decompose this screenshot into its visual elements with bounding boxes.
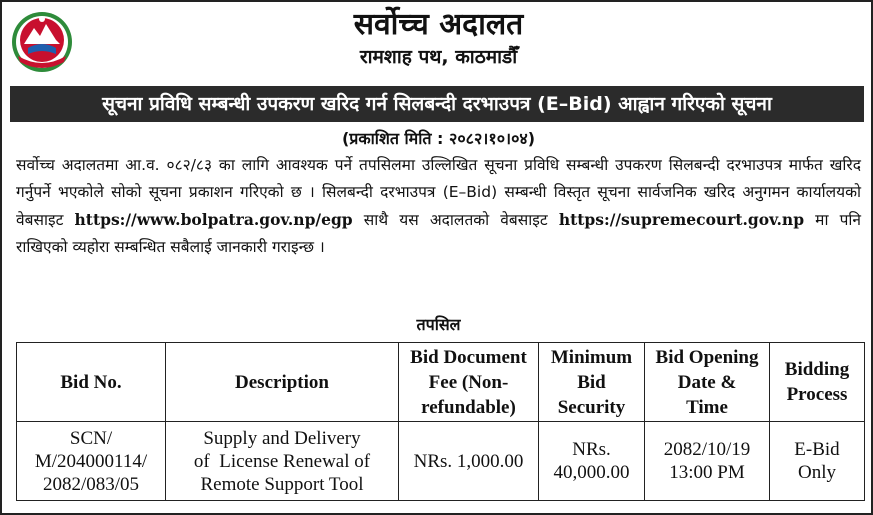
cell-document-fee: NRs. 1,000.00	[399, 422, 539, 501]
court-address: रामशाह पथ, काठमाडौँ	[359, 46, 518, 68]
notice-body	[16, 152, 861, 261]
body-text-part1: सर्वोच्च अदालतमा आ.व. ०८२/८३ का लागि आवश्यक पर्ने तपसिलमा उल्लिखित सूचना प्रविधि सम्बन्धी उपकरण सिलबन्दी दरभाउपत्र मार्फत खरिद गर्नुपर्ने भएकोले सोको सूचना प्रकाशन गरिएको छ । सिलबन्दी दरभाउपत्र (E–Bid) सम्बन्धी विस्तृत सूचना सार्वजनिक खरिद अनुगमन कार्यालयको वेबसाइट	[16, 156, 861, 229]
header-bid-opening: Bid Opening Date & Time	[645, 343, 770, 422]
header-bid-document-fee: Bid Document Fee (Non- refundable)	[399, 343, 539, 422]
bid-table-header-row	[17, 343, 865, 422]
header-bidding-process: Bidding Process	[770, 343, 865, 422]
header-description: Description	[166, 343, 399, 422]
header-minimum-bid-security: Minimum Bid Security	[539, 343, 645, 422]
cell-opening-date: 2082/10/19 13:00 PM	[645, 422, 770, 501]
notice-headline: सूचना प्रविधि सम्बन्धी उपकरण खरिद गर्न सिलबन्दी दरभाउपत्र (E–Bid) आह्वान गरिएको सूचना	[10, 86, 864, 122]
bolpatra-link[interactable]: https://www.bolpatra.gov.np/egp	[74, 210, 353, 229]
table-row	[17, 422, 865, 501]
court-name: सर्वोच्च अदालत	[353, 7, 524, 42]
bid-table	[16, 342, 865, 501]
cell-bid-security: NRs. 40,000.00	[539, 422, 645, 501]
body-text-part3: मा पनि राखिएको व्यहोरा सम्बन्धित सबैलाई जानकारी गराइन्छ ।	[16, 211, 861, 256]
cell-description: Supply and Delivery of License Renewal of Remote Support Tool	[166, 422, 399, 501]
publication-date: (प्रकाशित मिति : २०८२।१०।०४)	[341, 129, 536, 148]
schedule-title: तपसिल	[416, 315, 461, 334]
cell-bid-no: SCN/ M/204000114/ 2082/083/05	[17, 422, 166, 501]
cell-bidding-process: E-Bid Only	[770, 422, 865, 501]
body-text-part2: साथै यस अदालतको वेबसाइट	[363, 211, 548, 229]
header-bid-no: Bid No.	[17, 343, 166, 422]
supremecourt-link[interactable]: https://supremecourt.gov.np	[558, 210, 805, 229]
